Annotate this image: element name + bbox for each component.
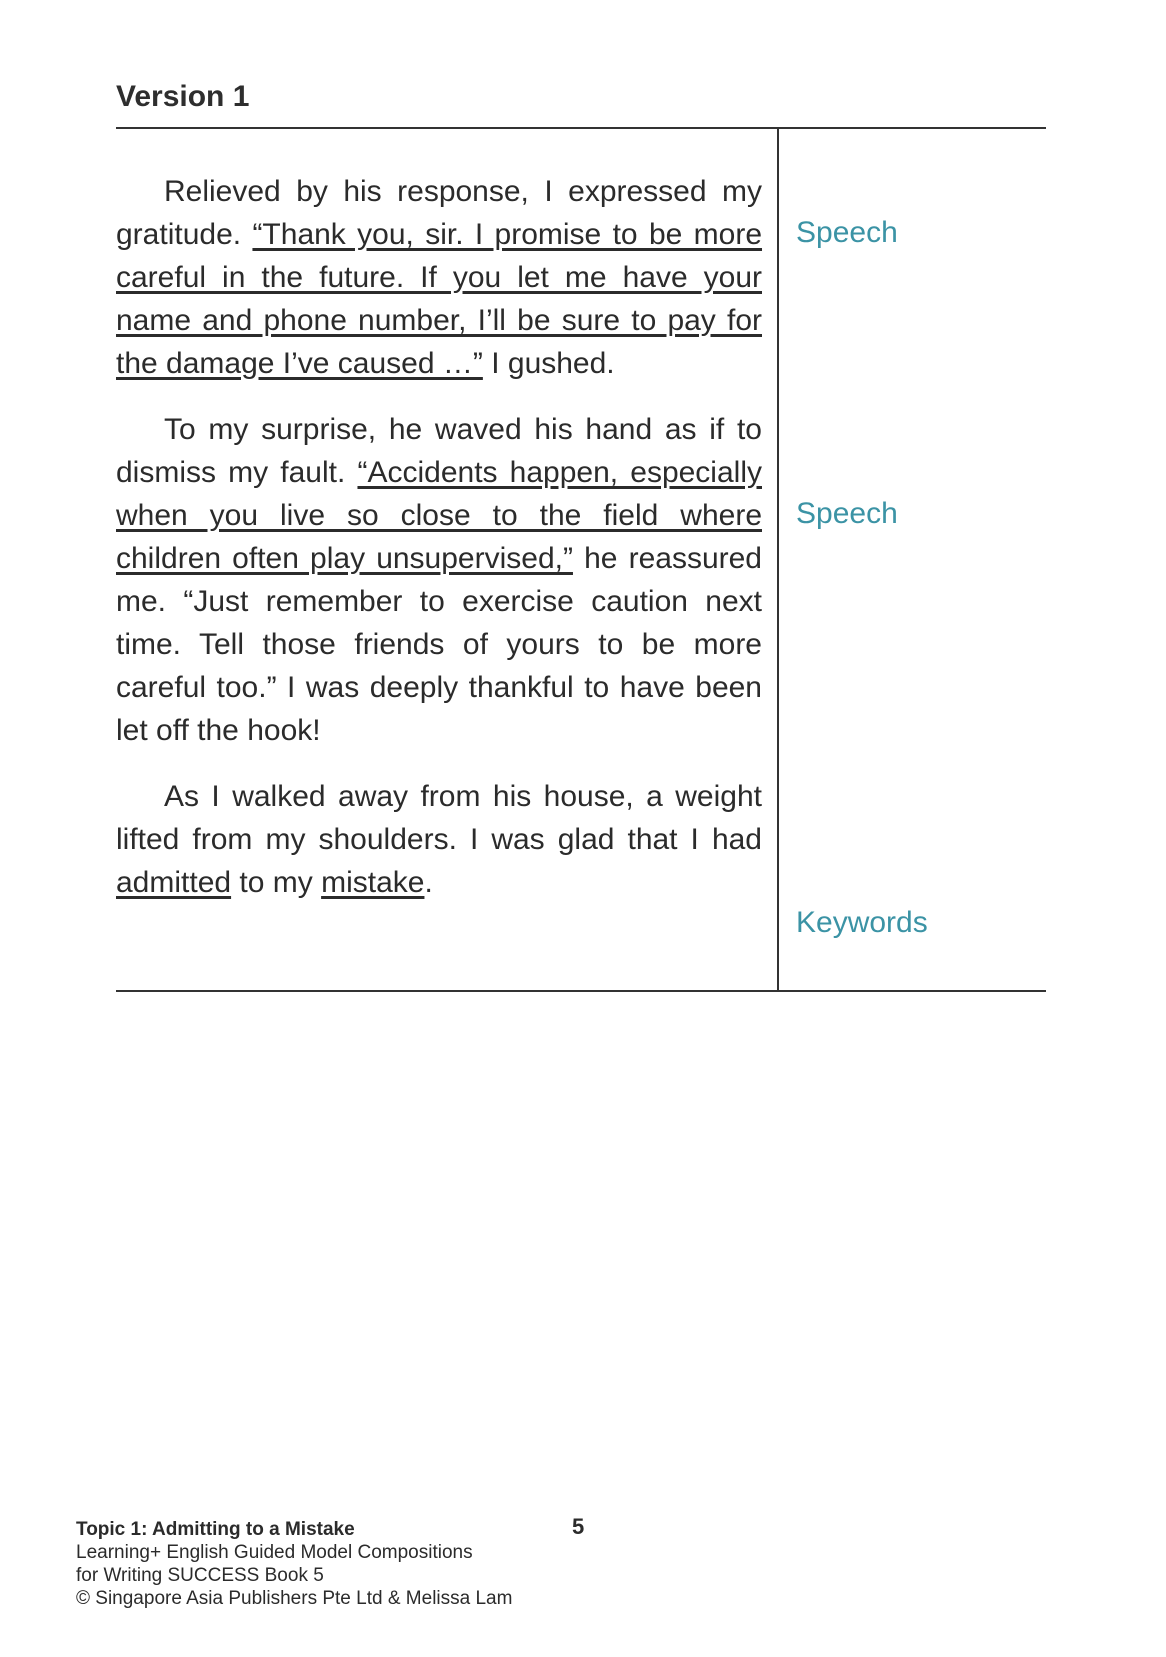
keyword-admitted: admitted [116, 866, 232, 899]
underlined-speech: “Accidents happen, especially when you live so close to the field where children often play unsupervised,” [116, 456, 762, 575]
margin-note-keywords: Keywords [796, 906, 928, 939]
paragraph-text: To my surprise, he waved his hand as if to dismiss my fault. [116, 413, 762, 489]
paragraph-2 [116, 408, 762, 752]
footer-line-1: Learning+ English Guided Model Compositions [76, 1542, 473, 1563]
paragraph-text: As I walked away from his house, a weight lifted from my shoulders. I was glad that I had [116, 780, 762, 856]
footer-copyright: © Singapore Asia Publishers Pte Ltd & Melissa Lam [76, 1588, 513, 1609]
page-number: 5 [572, 1514, 585, 1539]
paragraph-1 [116, 170, 762, 385]
paragraph-text: he reassured me. “Just remember to exercise caution next time. Tell those friends of yours to be more careful too.” I was deeply thankful to have been let off the hook! [116, 542, 762, 747]
bottom-rule [116, 990, 1046, 992]
top-rule [116, 127, 1046, 129]
keyword-mistake: mistake [321, 866, 425, 899]
paragraph-text: to my [231, 866, 322, 899]
footer-topic: Topic 1: Admitting to a Mistake [76, 1519, 355, 1540]
paragraph-text: . [424, 866, 433, 899]
paragraph-3 [116, 775, 762, 904]
composition-body [116, 170, 762, 927]
paragraph-text: Relieved by his response, I expressed my gratitude. [116, 175, 762, 251]
margin-note-speech-1: Speech [796, 216, 898, 249]
margin-note-speech-2: Speech [796, 497, 898, 530]
footer-line-2: for Writing SUCCESS Book 5 [76, 1565, 324, 1586]
column-divider [777, 127, 779, 992]
paragraph-text: I gushed. [482, 347, 615, 380]
underlined-speech: “Thank you, sir. I promise to be more careful in the future. If you let me have your name and phone number, I’ll be sure to pay for the damage I’ve caused …” [116, 218, 763, 380]
section-title: Version 1 [116, 80, 250, 113]
footer [76, 1518, 512, 1610]
